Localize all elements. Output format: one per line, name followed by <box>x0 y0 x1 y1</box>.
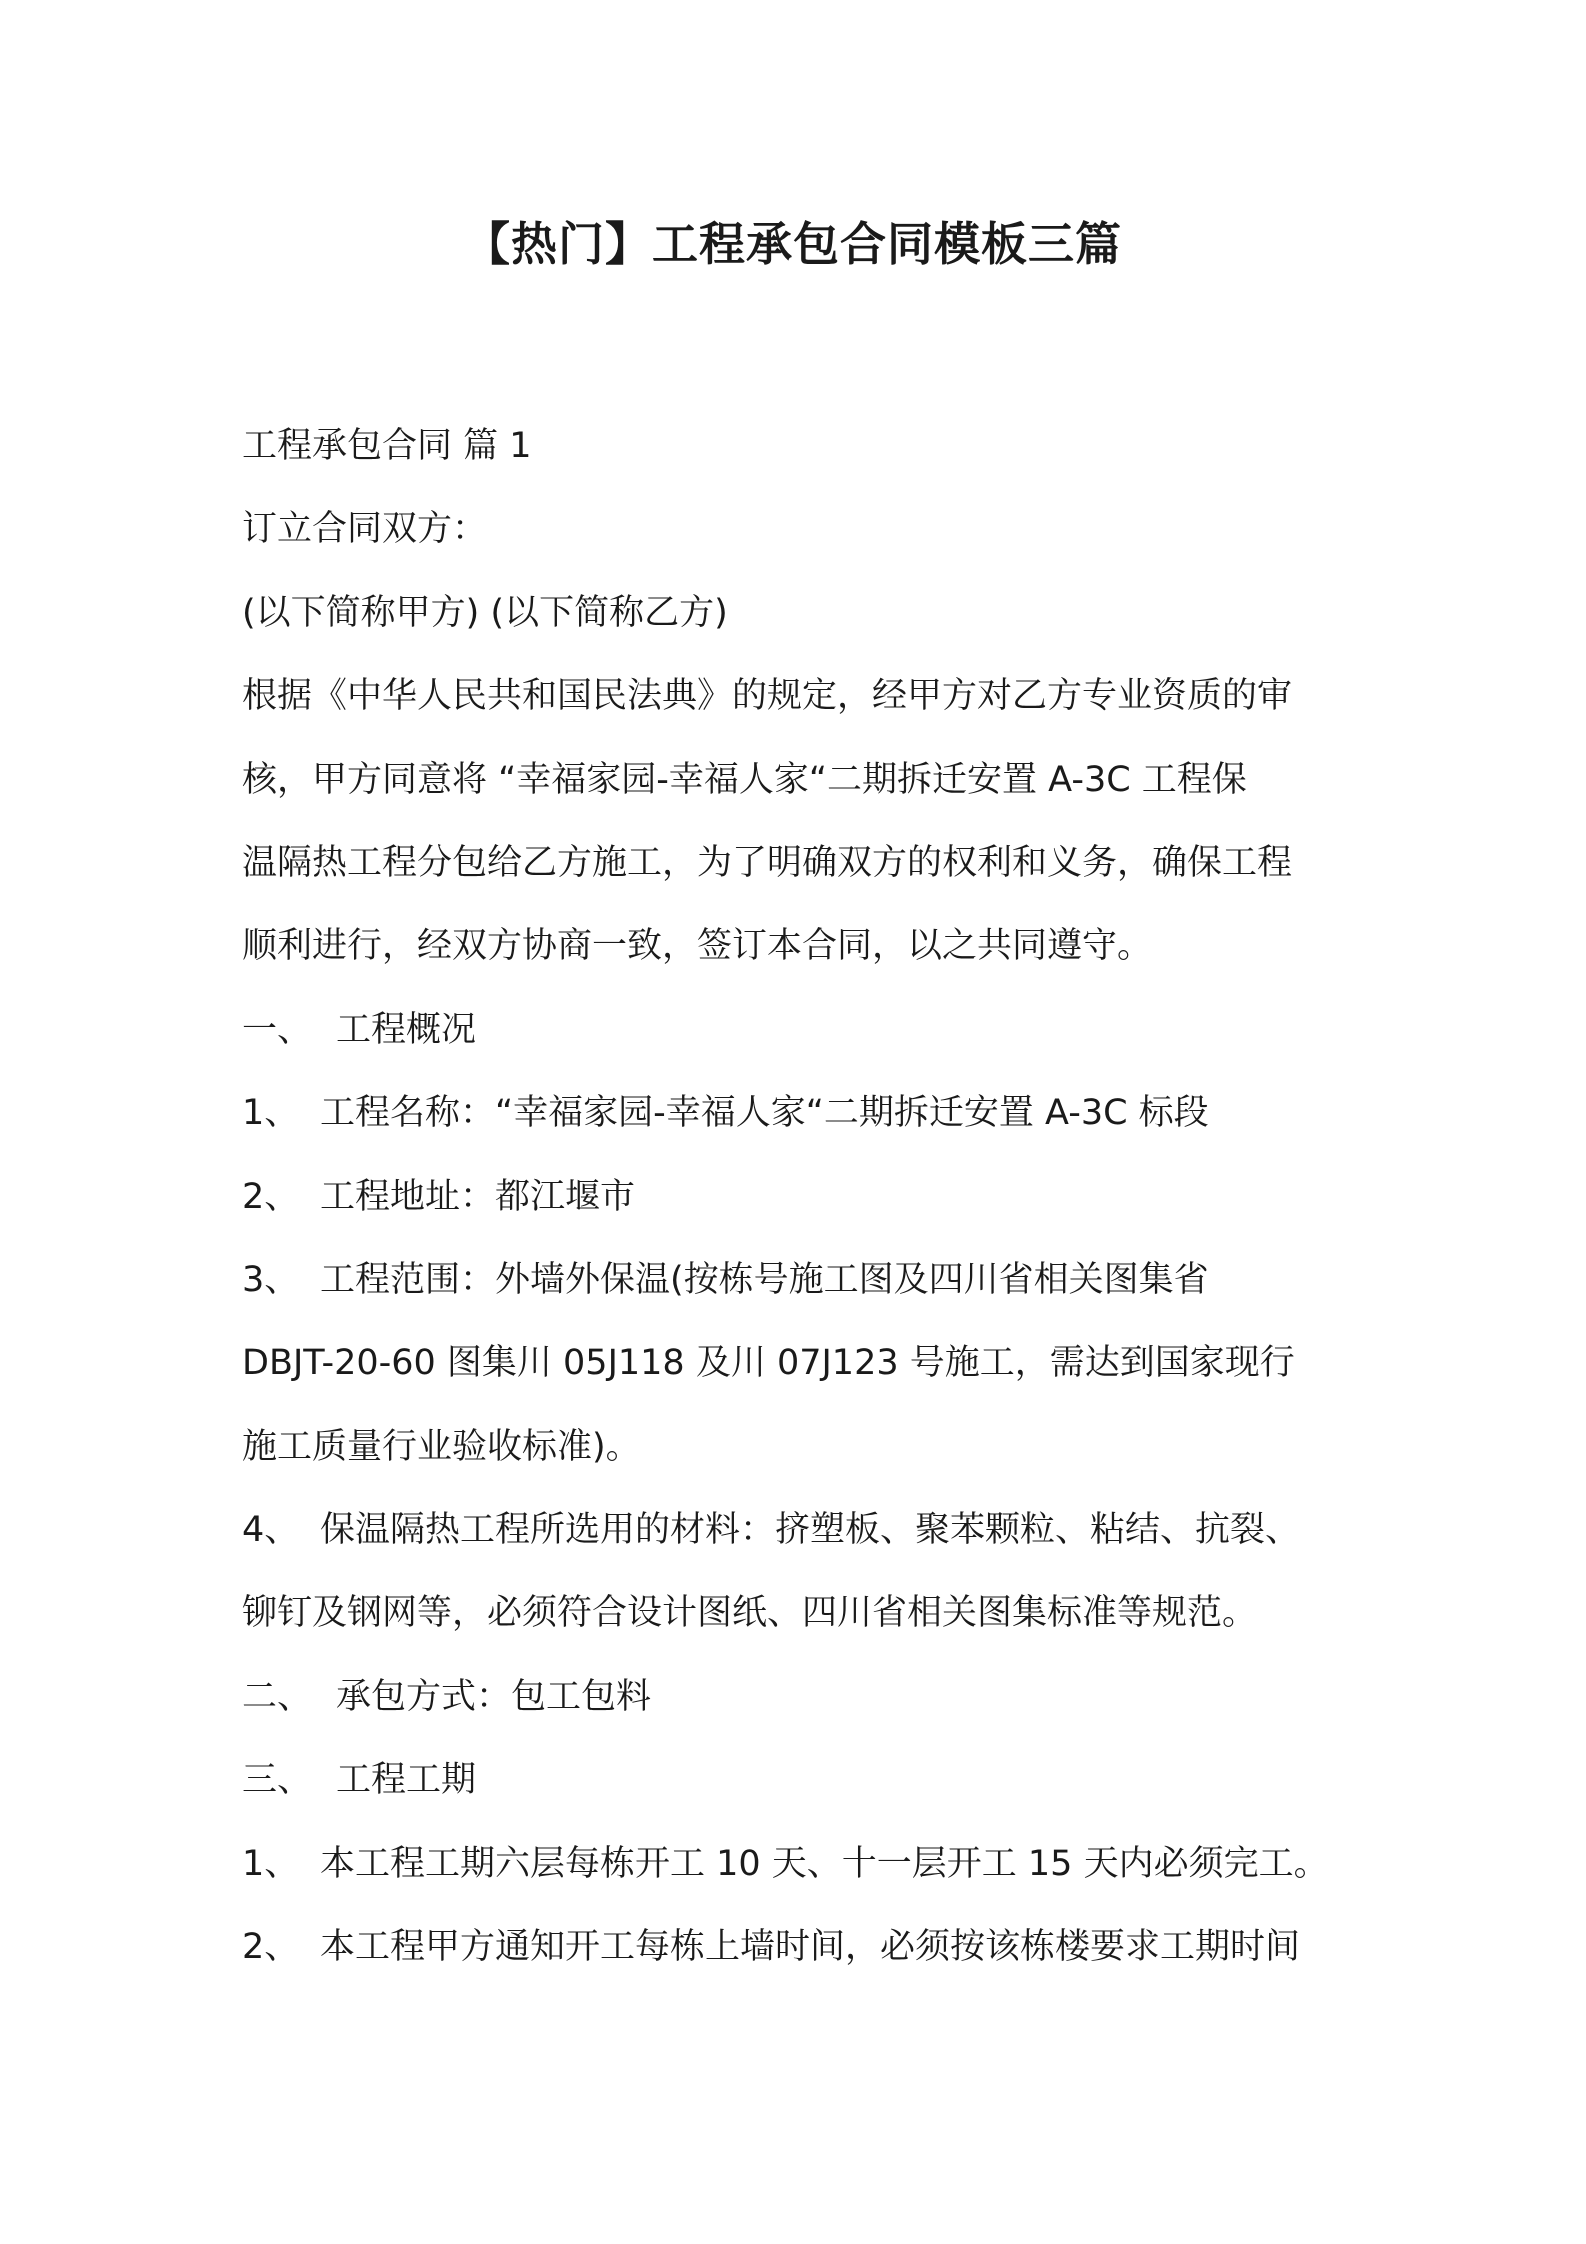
list-item <box>242 1239 1362 1322</box>
part-heading-1 <box>242 989 1362 1072</box>
item-number: 2、 <box>242 1927 300 1968</box>
intro-line: 根据《中华人民共和国民法典》的规定，经甲方对乙方专业资质的审 <box>242 676 1293 717</box>
section-heading: 工程承包合同 篇 1 <box>242 426 532 466</box>
item-text: 本工程工期六层每栋开工 10 天、十一层开工 15 天内必须完工。 <box>320 1843 1329 1884</box>
item-text: 工程地址：都江堰市 <box>320 1176 636 1217</box>
item-number: 4、 <box>242 1510 300 1551</box>
item-text: 本工程甲方通知开工每栋上墙时间，必须按该栋楼要求工期时间 <box>320 1927 1301 1968</box>
document-body <box>242 405 1362 1989</box>
part-label: 工程概况 <box>336 1009 477 1050</box>
item-number: 3、 <box>242 1259 300 1300</box>
intro-line: 顺利进行，经双方协商一致，签订本合同，以之共同遵守。 <box>242 926 1153 967</box>
list-item <box>242 1823 1362 1906</box>
part-heading-2 <box>242 1656 1362 1739</box>
list-item <box>242 1489 1362 1572</box>
item-text: 工程范围：外墙外保温(按栋号施工图及四川省相关图集省 <box>320 1259 1209 1300</box>
item-continuation: 铆钉及钢网等，必须符合设计图纸、四川省相关图集标准等规范。 <box>242 1593 1258 1634</box>
part-heading-3 <box>242 1739 1362 1822</box>
list-item <box>242 1906 1362 1989</box>
list-item <box>242 1072 1362 1155</box>
part-label: 工程工期 <box>336 1760 477 1801</box>
item-number: 2、 <box>242 1176 300 1217</box>
item-continuation: 施工质量行业验收标准)。 <box>242 1426 641 1467</box>
part-label: 承包方式：包工包料 <box>336 1676 652 1717</box>
document-title: 【热门】工程承包合同模板三篇 <box>464 217 1122 271</box>
item-number: 1、 <box>242 1093 300 1134</box>
list-item <box>242 1156 1362 1239</box>
item-continuation: DBJT-20-60 图集川 05J118 及川 07J123 号施工，需达到国家现行 <box>242 1343 1295 1384</box>
part-number: 三、 <box>242 1760 313 1801</box>
part-number: 二、 <box>242 1676 313 1717</box>
part-number: 一、 <box>242 1009 313 1050</box>
item-text: 保温隔热工程所选用的材料：挤塑板、聚苯颗粒、粘结、抗裂、 <box>320 1510 1301 1551</box>
intro-line: 核，甲方同意将 “幸福家园-幸福人家“二期拆迁安置 A-3C 工程保 <box>242 759 1247 800</box>
parties-label: 订立合同双方： <box>242 509 488 550</box>
parties-line: (以下简称甲方) (以下简称乙方) <box>242 592 728 633</box>
item-text: 工程名称：“幸福家园-幸福人家“二期拆迁安置 A-3C 标段 <box>320 1093 1209 1134</box>
item-number: 1、 <box>242 1843 300 1884</box>
intro-line: 温隔热工程分包给乙方施工，为了明确双方的权利和义务，确保工程 <box>242 842 1293 883</box>
